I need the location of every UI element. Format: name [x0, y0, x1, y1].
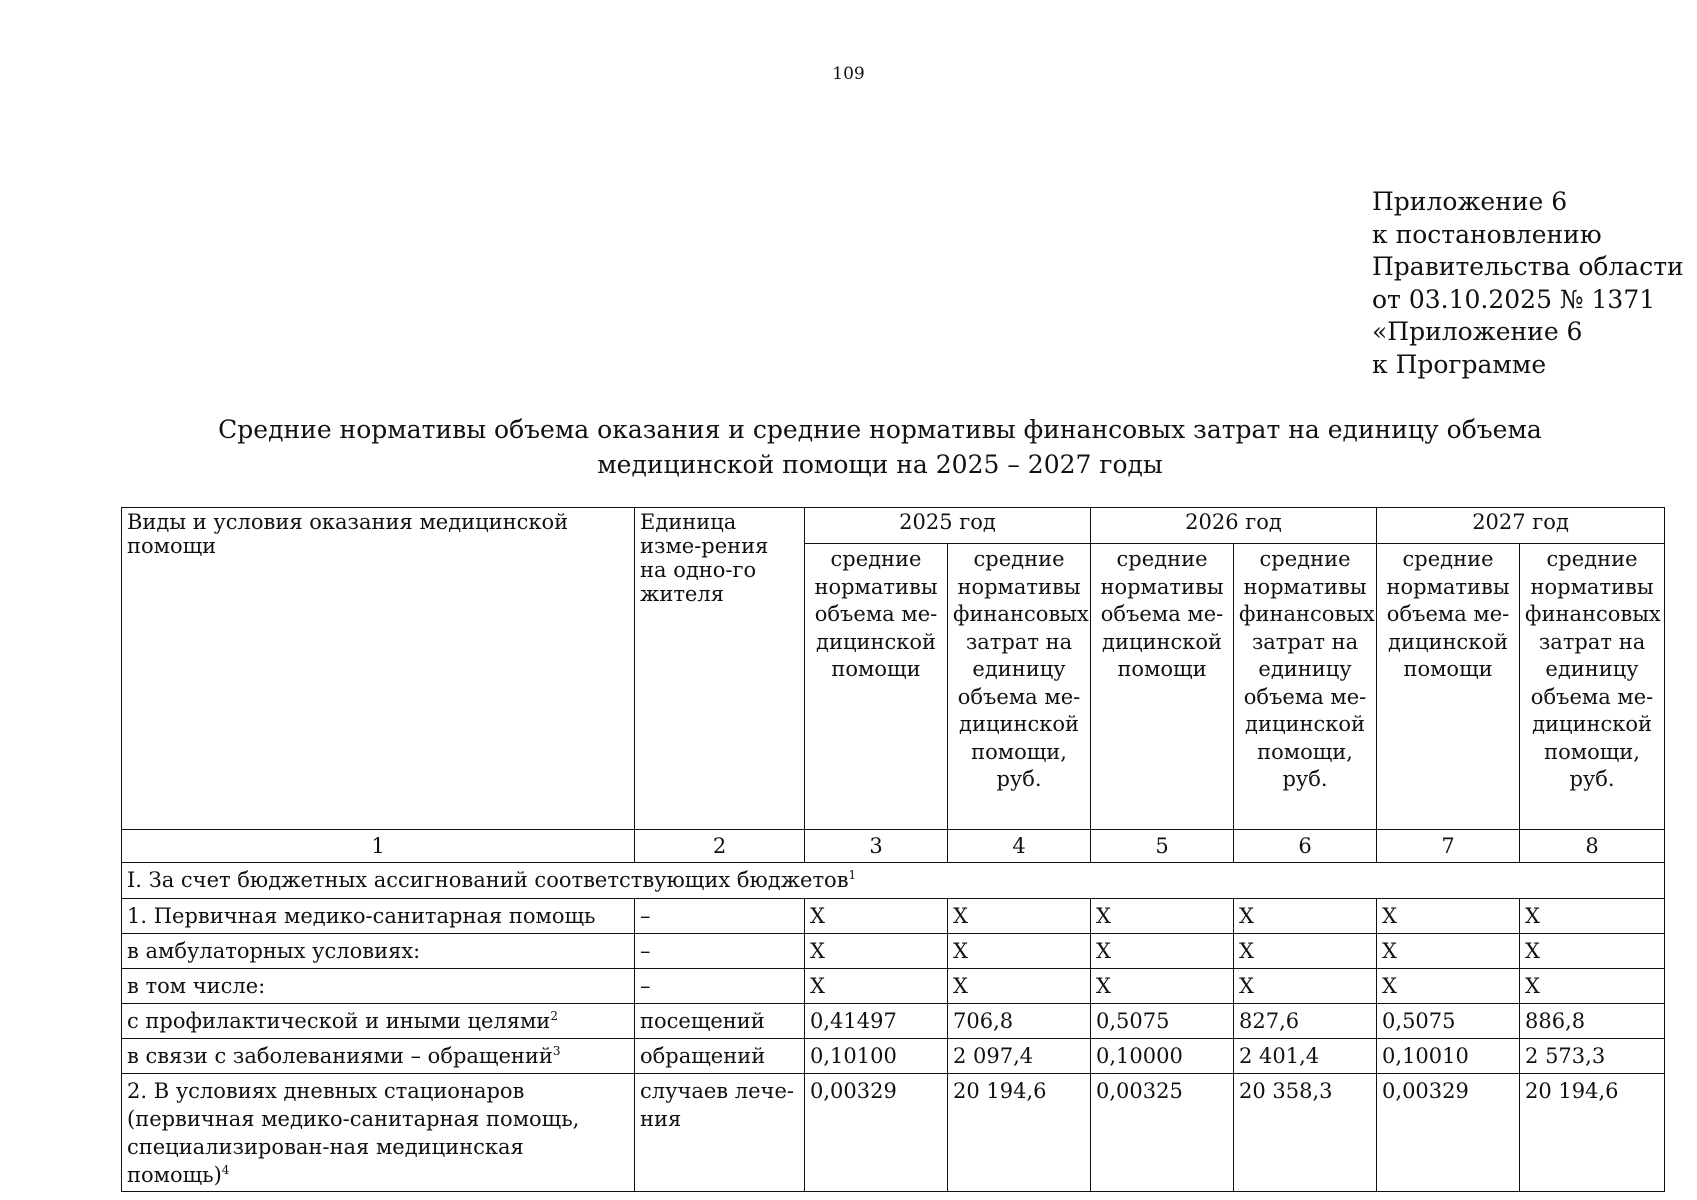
row-value: 20 358,3: [1234, 1074, 1377, 1192]
row-unit: случаев лече-ния: [635, 1074, 805, 1192]
row-name: 1. Первичная медико-санитарная помощь: [122, 899, 635, 934]
header-year-2027: 2027 год: [1377, 508, 1665, 544]
table-row: [122, 1074, 1665, 1192]
row-value: 20 194,6: [948, 1074, 1091, 1192]
column-numbers-row: [122, 830, 1665, 863]
row-value: X: [805, 934, 948, 969]
section-title: I. За счет бюджетных ассигнований соответствующих бюджетов$^1$: [122, 863, 1665, 899]
row-value: X: [1091, 969, 1234, 1004]
document-title: [180, 412, 1580, 482]
row-value: X: [1377, 969, 1520, 1004]
page-number: 109: [832, 64, 865, 84]
row-value: 2 401,4: [1234, 1039, 1377, 1074]
header-year-2025: 2025 год: [805, 508, 1091, 544]
column-number: 4: [948, 830, 1091, 863]
column-number: 5: [1091, 830, 1234, 863]
footnote-mark: 1: [848, 868, 857, 882]
row-value: X: [1377, 934, 1520, 969]
row-value: 0,10010: [1377, 1039, 1520, 1074]
row-value: 886,8: [1520, 1004, 1665, 1039]
row-value: 0,5075: [1091, 1004, 1234, 1039]
column-number: 6: [1234, 830, 1377, 863]
header-cost-norm: средние нормативы финансовых затрат на единицу объема ме-дицинской помощи, руб.: [948, 544, 1091, 830]
row-value: X: [948, 899, 1091, 934]
row-name: в том числе:: [122, 969, 635, 1004]
header-volume-norm: средние нормативы объема ме-дицинской помощи: [1091, 544, 1234, 830]
row-value: X: [1091, 934, 1234, 969]
column-number: 1: [122, 830, 635, 863]
row-name: в амбулаторных условиях:: [122, 934, 635, 969]
row-unit: посещений: [635, 1004, 805, 1039]
row-name: 2. В условиях дневных стационаров (первичная медико-санитарная помощь, специализирован-ная медицинская помощь)$^4$: [122, 1074, 635, 1192]
row-value: X: [948, 934, 1091, 969]
row-value: 2 573,3: [1520, 1039, 1665, 1074]
appendix-line: «Приложение 6: [1372, 317, 1583, 346]
row-unit: обращений: [635, 1039, 805, 1074]
row-unit: –: [635, 934, 805, 969]
appendix-line: Приложение 6: [1372, 187, 1568, 216]
table-row: [122, 934, 1665, 969]
row-value: X: [1234, 969, 1377, 1004]
header-unit: Единица изме-рения на одно-го жителя: [635, 508, 805, 830]
header-year-2026: 2026 год: [1091, 508, 1377, 544]
section-row: [122, 863, 1665, 899]
row-value: X: [1234, 934, 1377, 969]
row-value: X: [1377, 899, 1520, 934]
row-name: с профилактической и иными целями$^2$: [122, 1004, 635, 1039]
appendix-line: к постановлению: [1372, 219, 1602, 249]
title-line-1: Средние нормативы объема оказания и средние нормативы финансовых затрат на единицу объема: [218, 415, 1542, 444]
column-number: 3: [805, 830, 948, 863]
appendix-line: от 03.10.2025 № 1371: [1372, 284, 1656, 314]
row-value: 0,5075: [1377, 1004, 1520, 1039]
table-row: [122, 899, 1665, 934]
title-line-2: медицинской помощи на 2025 – 2027 годы: [597, 450, 1163, 479]
column-number: 7: [1377, 830, 1520, 863]
row-name: в связи с заболеваниями – обращений$^3$: [122, 1039, 635, 1074]
table-row: [122, 969, 1665, 1004]
appendix-line: Правительства области: [1372, 252, 1684, 281]
table-row: [122, 1039, 1665, 1074]
row-unit: –: [635, 899, 805, 934]
table-row: [122, 1004, 1665, 1039]
row-value: X: [1234, 899, 1377, 934]
row-value: X: [805, 969, 948, 1004]
row-value: 2 097,4: [948, 1039, 1091, 1074]
row-value: X: [948, 969, 1091, 1004]
row-value: X: [1520, 899, 1665, 934]
header-volume-norm: средние нормативы объема ме-дицинской помощи: [805, 544, 948, 830]
row-value: 706,8: [948, 1004, 1091, 1039]
header-care-type: Виды и условия оказания медицинской помощи: [122, 508, 635, 830]
row-value: 827,6: [1234, 1004, 1377, 1039]
row-value: X: [1091, 899, 1234, 934]
row-value: 20 194,6: [1520, 1074, 1665, 1192]
row-value: 0,00329: [805, 1074, 948, 1192]
norms-table: [121, 507, 1665, 1192]
column-number: 8: [1520, 830, 1665, 863]
appendix-reference: [1372, 186, 1684, 381]
header-volume-norm: средние нормативы объема ме-дицинской помощи: [1377, 544, 1520, 830]
row-unit: –: [635, 969, 805, 1004]
row-value: X: [805, 899, 948, 934]
row-value: 0,10100: [805, 1039, 948, 1074]
row-value: 0,10000: [1091, 1039, 1234, 1074]
row-value: 0,00325: [1091, 1074, 1234, 1192]
row-value: X: [1520, 969, 1665, 1004]
appendix-line: к Программе: [1372, 349, 1547, 379]
header-cost-norm: средние нормативы финансовых затрат на единицу объема ме-дицинской помощи, руб.: [1520, 544, 1665, 830]
row-value: 0,41497: [805, 1004, 948, 1039]
row-value: X: [1520, 934, 1665, 969]
header-cost-norm: средние нормативы финансовых затрат на единицу объема ме-дицинской помощи, руб.: [1234, 544, 1377, 830]
row-value: 0,00329: [1377, 1074, 1520, 1192]
column-number: 2: [635, 830, 805, 863]
